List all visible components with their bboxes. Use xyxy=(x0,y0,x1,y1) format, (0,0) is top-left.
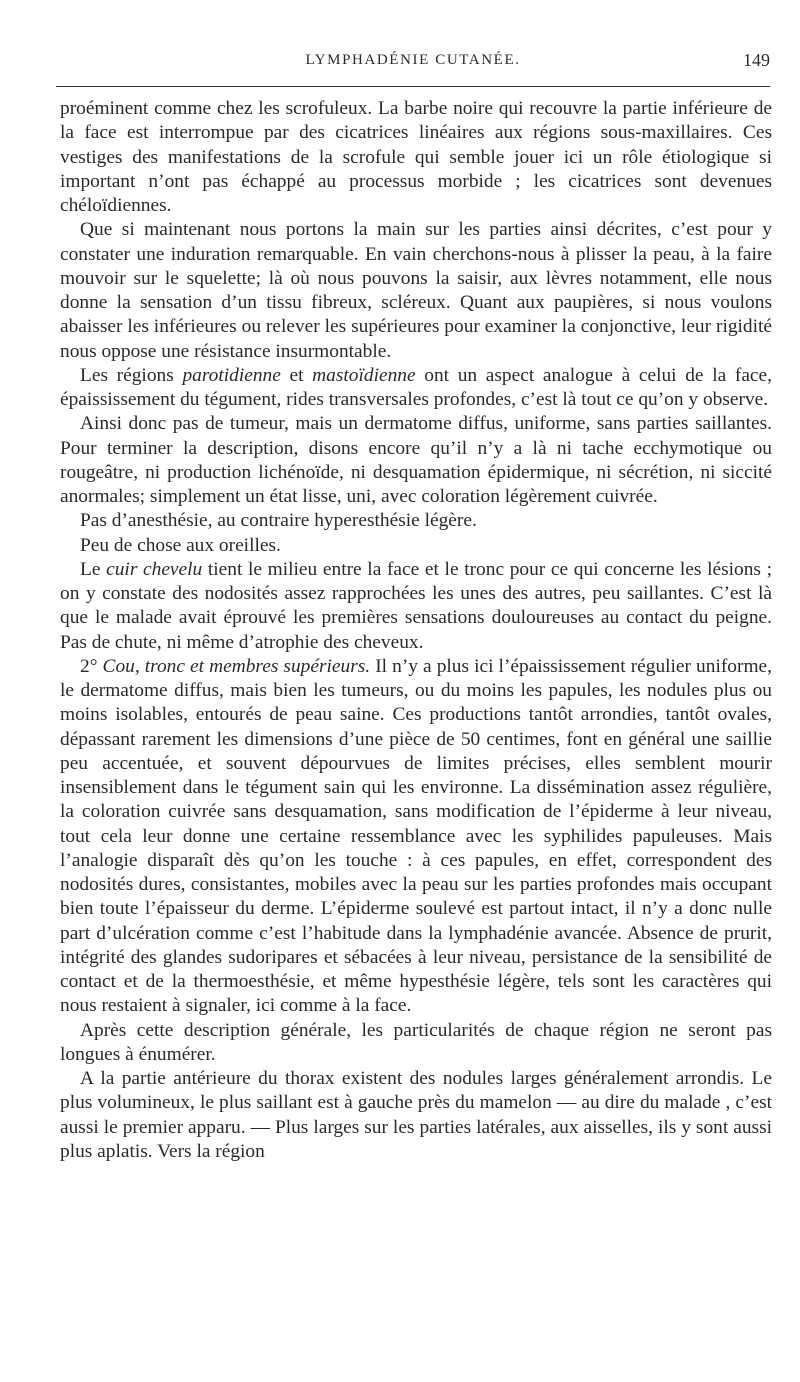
paragraph xyxy=(60,558,772,655)
text-run: Le xyxy=(80,558,107,580)
text-run: tient le milieu entre la face et le tronc pour ce qui concerne les lésions ; on y constate des nodosités assez rapprochées les unes des autres, peu saillantes. C’est là que le malade avait éprouvé les premières sensations douloureuses au contact du peigne. Pas de chute, ni même d’atrophie des cheveux. xyxy=(60,558,772,653)
body-text xyxy=(60,97,772,1164)
page-header xyxy=(56,52,770,84)
paragraph: Ainsi donc pas de tumeur, mais un dermatome diffus, uniforme, sans parties saillantes. Pour terminer la description, disons encore qu’il n’y a là ni tache ecchymotique ou rougeâtre, ni production lichénoïde, ni desquamation épidermique, ni sécrétion, ni siccité anormales; simplement un état lisse, uni, avec coloration légèrement cuivrée. xyxy=(60,413,772,507)
paragraph: proéminent comme chez les scrofuleux. La barbe noire qui recouvre la partie inférieure de la face est interrompue par des cicatrices linéaires aux régions sous-maxillaires. Ces vestiges des manifestations de la scrofule qui semble jouer ici un rôle étiologique si important n’ont pas échappé au processus morbide ; les cicatrices sont devenues chéloïdiennes. xyxy=(60,98,772,216)
section-heading: Cou, tronc et membres supérieurs. xyxy=(102,655,371,677)
page-number: 149 xyxy=(743,50,770,70)
paragraph xyxy=(60,364,772,413)
italic-term: parotidienne xyxy=(182,364,281,386)
text-run: ont un aspect analogue à celui de la face, épaississement du tégument, rides transversales profondes, c’est là tout ce qu’on y observe. xyxy=(60,364,772,410)
paragraph: A la partie antérieure du thorax existent des nodules larges généralement arrondis. Le plus volumineux, le plus saillant est à gauche près du mamelon — au dire du malade , c’est aussi le premier apparu. — Plus larges sur les parties latérales, aux aisselles, ils y sont aussi plus aplatis. Vers la région xyxy=(60,1068,772,1162)
text-run: Les régions xyxy=(80,364,183,386)
text-run: et xyxy=(280,364,313,386)
paragraph: Peu de chose aux oreilles. xyxy=(80,534,281,556)
italic-term: mastoïdienne xyxy=(312,364,416,386)
header-rule xyxy=(56,86,770,87)
paragraph: Après cette description générale, les particularités de chaque région ne seront pas longues à énumérer. xyxy=(60,1019,772,1065)
italic-term: cuir chevelu xyxy=(106,558,203,580)
running-title: LYMPHADÉNIE CUTANÉE. xyxy=(305,52,521,68)
paragraph: Pas d’anesthésie, au contraire hyperesthésie légère. xyxy=(80,510,477,532)
text-run: Il n’y a plus ici l’épaississement régulier uniforme, le dermatome diffus, mais bien les tumeurs, ou du moins les papules, les nodules plus ou moins isolables, entourés de peau saine. Ces productions tantôt arrondies, tantôt ovales, dépassant rarement les dimensions d’une pièce de 50 centimes, font en général une saillie peu accentuée, et souvent dépourvues de limites précises, elles semblent mourir insensiblement dans le tégument sain qui les environne. La dissémination assez régulière, la coloration cuivrée sans desquamation, sans modification de l’épiderme à leur niveau, tout cela leur donne une certaine ressemblance avec les syphilides papuleuses. Mais l’analogie disparaît dès qu’on les touche : à ces papules, en effet, correspondent des nodosités dures, consistantes, mobiles avec la peau sur les parties profondes mais occupant bien toute l’épaisseur du derme. L’épiderme soulevé est partout intact, il n’y a donc nulle part d’ulcération comme c’est l’habitude dans la lymphadénie avancée. Absence de prurit, intégrité des glandes sudoripares et sébacées à leur niveau, persistance de la sensibilité de contact et de la thermoesthésie, et même hypesthésie légère, tels sont les caractères qui nous restaient à signaler, ici comme à la face. xyxy=(60,655,772,1017)
section-number: 2° xyxy=(80,655,103,677)
section-paragraph xyxy=(60,655,772,1019)
paragraph: Que si maintenant nous portons la main sur les parties ainsi décrites, c’est pour y constater une induration remarquable. En vain cherchons-nous à plisser la peau, à la faire mouvoir sur le squelette; là où nous pouvons la saisir, aux lèvres notamment, elle nous donne la sensation d’un tissu fibreux, scléreux. Quant aux paupières, si nous voulons abaisser les inférieures ou relever les supérieures pour examiner la conjonctive, leur rigidité nous oppose une résistance insurmontable. xyxy=(60,219,772,362)
